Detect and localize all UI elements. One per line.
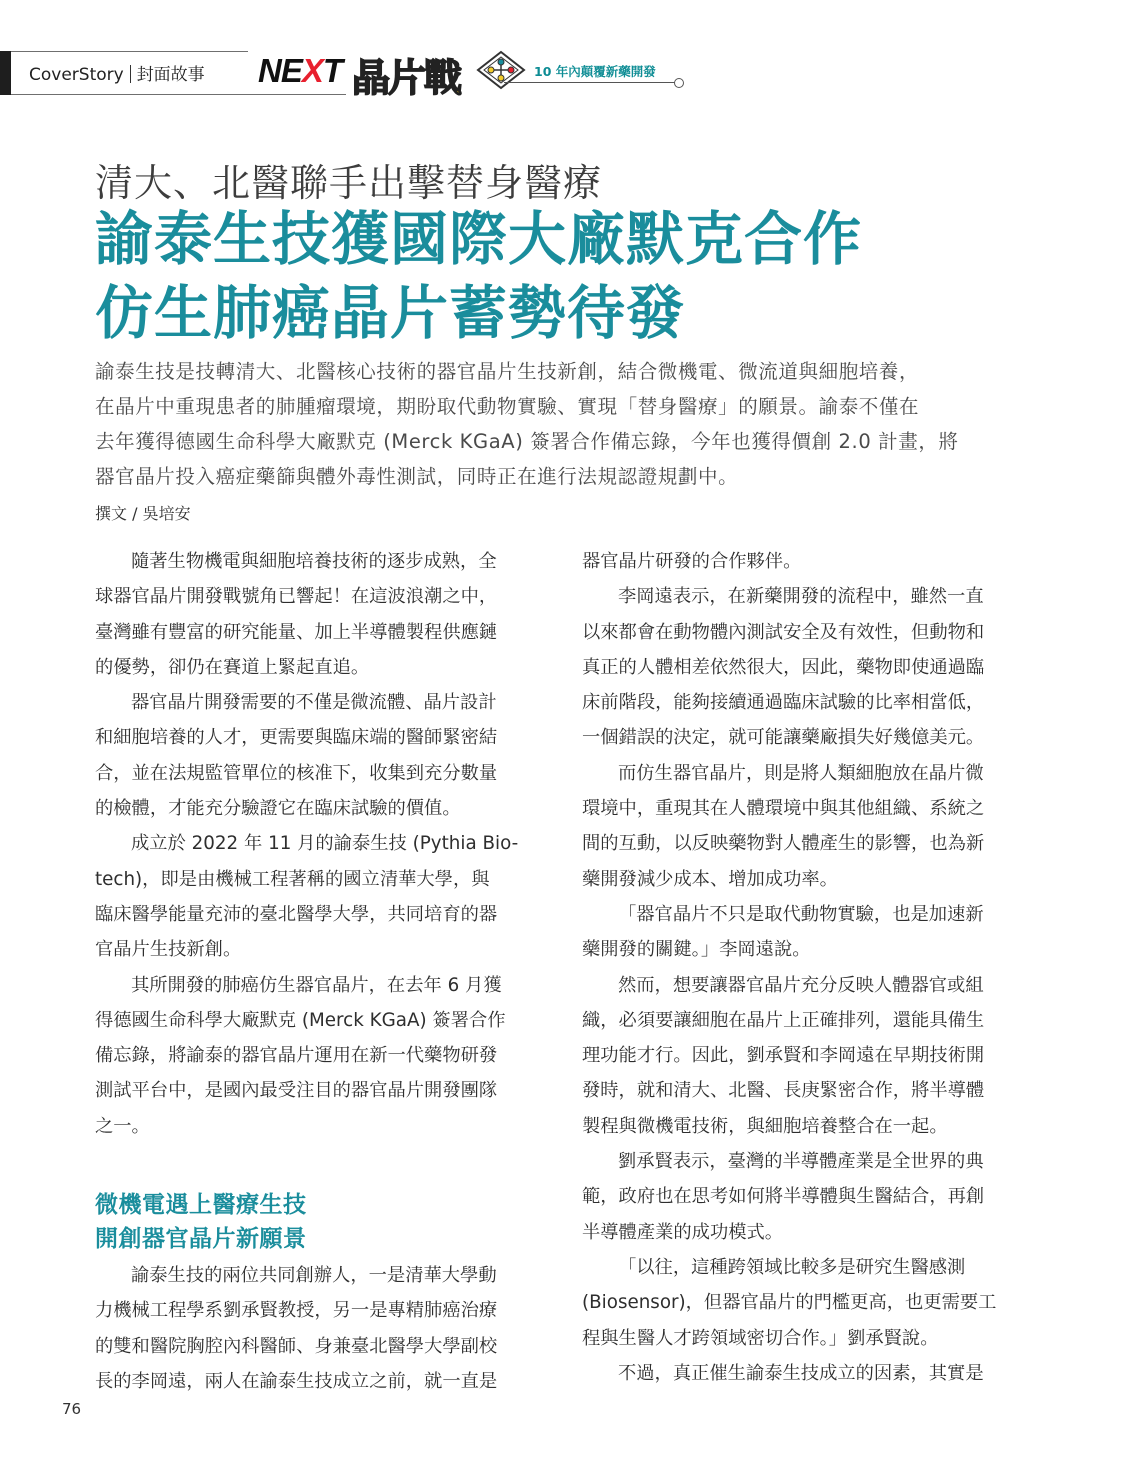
text-line: 成立於 2022 年 11 月的諭泰生技 (Pythia Bio- (131, 833, 519, 855)
article-title-line-2: 仿生肺癌晶片蓄勢待發 (95, 279, 686, 347)
text-line: tech)，即是由機械工程著稱的國立清華大學，與 (95, 868, 490, 890)
text-line: 程與生醫人才跨領域密切合作。」劉承賢說。 (582, 1327, 939, 1349)
text-line: 器官晶片開發需要的不僅是微流體、晶片設計 (131, 692, 497, 714)
text-line: 合，並在法規監管單位的核准下，收集到充分數量 (95, 762, 498, 784)
text-line: 球器官晶片開發戰號角已響起！在這波浪潮之中， (95, 586, 498, 608)
section-divider (130, 65, 131, 83)
text-line: 發時，就和清大、北醫、長庚緊密合作，將半導體 (582, 1080, 985, 1102)
text-line: 半導體產業的成功模式。 (582, 1221, 784, 1243)
text-line: 隨著生物機電與細胞培養技術的逐步成熟，全 (131, 551, 497, 572)
article-kicker: 清大、北醫聯手出擊替身醫療 (95, 161, 603, 205)
text-line: 的雙和醫院胸腔內科醫師、身兼臺北醫學大學副校 (95, 1335, 498, 1357)
paragraph (95, 544, 543, 685)
text-line: 織，必須要讓細胞在晶片上正確排列，還能具備生 (582, 1009, 985, 1031)
text-line: 環境中，重現其在人體環境中與其他組織、系統之 (582, 798, 985, 820)
text-line: 藥開發的關鍵。」李岡遠說。 (582, 939, 811, 961)
subhead-line: 開創器官晶片新願景 (95, 1226, 307, 1253)
next-logo-x: X (301, 52, 323, 89)
paragraph (95, 968, 543, 1144)
text-line: 測試平台中，是國內最受注目的器官晶片開發團隊 (95, 1080, 498, 1102)
text-line: 諭泰生技的兩位共同創辦人，一是清華大學動 (131, 1265, 497, 1287)
header-bar (0, 51, 11, 95)
series-tagline: 10 年內顛覆新藥開發 (534, 64, 656, 79)
text-line: 官晶片生技新創。 (95, 939, 242, 961)
text-line: 「以往，這種跨領域比較多是研究生醫感測 (618, 1256, 966, 1278)
text-line: 製程與微機電技術，與細胞培養整合在一起。 (582, 1115, 948, 1137)
text-line: 劉承賢表示，臺灣的半導體產業是全世界的典 (618, 1151, 984, 1173)
lede-line: 諭泰生技是技轉清大、北醫核心技術的器官晶片生技新創，結合微機電、微流道與細胞培養， (95, 360, 920, 383)
text-line: 範，政府也在思考如何將半導體與生醫結合，再創 (582, 1186, 985, 1208)
page-number: 76 (62, 1400, 82, 1418)
section-label-zh: 封面故事 (136, 65, 205, 85)
page-header (0, 44, 1122, 100)
text-line: 的優勢，卻仍在賽道上緊起直追。 (95, 656, 370, 678)
text-line: 床前階段，能夠接續通過臨床試驗的比率相當低， (582, 692, 985, 714)
section-gap (95, 1144, 543, 1188)
header-rule-top (11, 51, 248, 52)
header-rule-bottom (11, 94, 346, 95)
lede-line: 在晶片中重現患者的肺腫瘤環境，期盼取代動物實驗、實現「替身醫療」的願景。諭泰不僅在 (95, 395, 920, 418)
text-line: 然而，想要讓器官晶片充分反映人體器官或組 (618, 974, 984, 996)
next-logo (258, 52, 342, 90)
tagline-dot (674, 78, 684, 88)
text-line: 和細胞培養的人才，更需要與臨床端的醫師緊密結 (95, 727, 498, 749)
subhead-line: 微機電遇上醫療生技 (95, 1192, 307, 1219)
text-line: 備忘錄，將諭泰的器官晶片運用在新一代藥物研發 (95, 1045, 498, 1067)
text-line: 得德國生命科學大廠默克 (Merck KGaA) 簽署合作 (95, 1009, 506, 1031)
article-title-line-1: 諭泰生技獲國際大廠默克合作 (95, 205, 863, 273)
text-line: 以來都會在動物體內測試安全及有效性，但動物和 (582, 621, 985, 643)
section-label (29, 60, 205, 85)
text-line: 長的李岡遠，兩人在諭泰生技成立之前，就一直是 (95, 1370, 498, 1392)
text-line: 「器官晶片不只是取代動物實驗，也是加速新 (618, 903, 984, 925)
right-column (582, 544, 1030, 1391)
text-line: 之一。 (95, 1115, 150, 1137)
lede-line: 去年獲得德國生命科學大廠默克 (Merck KGaA) 簽署合作備忘錄，今年也獲得價創 2.0 計畫，將 (95, 430, 959, 453)
paragraph (95, 826, 543, 967)
text-line: 間的互動，以反映藥物對人體產生的影響，也為新 (582, 833, 985, 855)
text-line: 臺灣雖有豐富的研究能量、加上半導體製程供應鏈 (95, 621, 498, 643)
chip-circuit-icon (475, 49, 527, 91)
text-line: 真正的人體相差依然很大，因此，藥物即使通過臨 (582, 656, 985, 678)
text-line: 臨床醫學能量充沛的臺北醫學大學，共同培育的器 (95, 903, 498, 925)
text-line: (Biosensor)，但器官晶片的門檻更高，也更需要工 (582, 1292, 997, 1314)
text-line: 而仿生器官晶片，則是將人類細胞放在晶片微 (618, 762, 984, 784)
article-lede (95, 354, 1030, 494)
text-line: 李岡遠表示，在新藥開發的流程中，雖然一直 (618, 586, 984, 608)
text-line: 藥開發減少成本、增加成功率。 (582, 868, 838, 890)
section-subhead (95, 1188, 543, 1256)
text-line: 其所開發的肺癌仿生器官晶片，在去年 6 月獲 (131, 974, 502, 996)
text-line: 理功能才行。因此，劉承賢和李岡遠在早期技術開 (582, 1045, 985, 1067)
next-logo-ne: NE (258, 52, 302, 89)
left-column (95, 544, 543, 1399)
text-line: 不過，真正催生諭泰生技成立的因素，其實是 (618, 1362, 984, 1384)
section-label-en: CoverStory (29, 65, 124, 85)
text-line: 的檢體，才能充分驗證它在臨床試驗的價值。 (95, 798, 461, 820)
text-line: 力機械工程學系劉承賢教授，另一是專精肺癌治療 (95, 1300, 498, 1322)
lede-line: 器官晶片投入癌症藥篩與體外毒性測試，同時正在進行法規認證規劃中。 (95, 465, 739, 488)
byline: 撰文 / 吳培安 (95, 504, 191, 523)
chip-war-logo: 晶片戰 (352, 56, 461, 100)
next-logo-t: T (322, 52, 343, 89)
tagline-rule (504, 82, 676, 83)
text-line: 器官晶片研發的合作夥伴。 (582, 551, 802, 572)
text-line: 一個錯誤的決定，就可能讓藥廠損失好幾億美元。 (582, 727, 985, 749)
paragraph (95, 685, 543, 826)
paragraph (95, 1258, 543, 1399)
